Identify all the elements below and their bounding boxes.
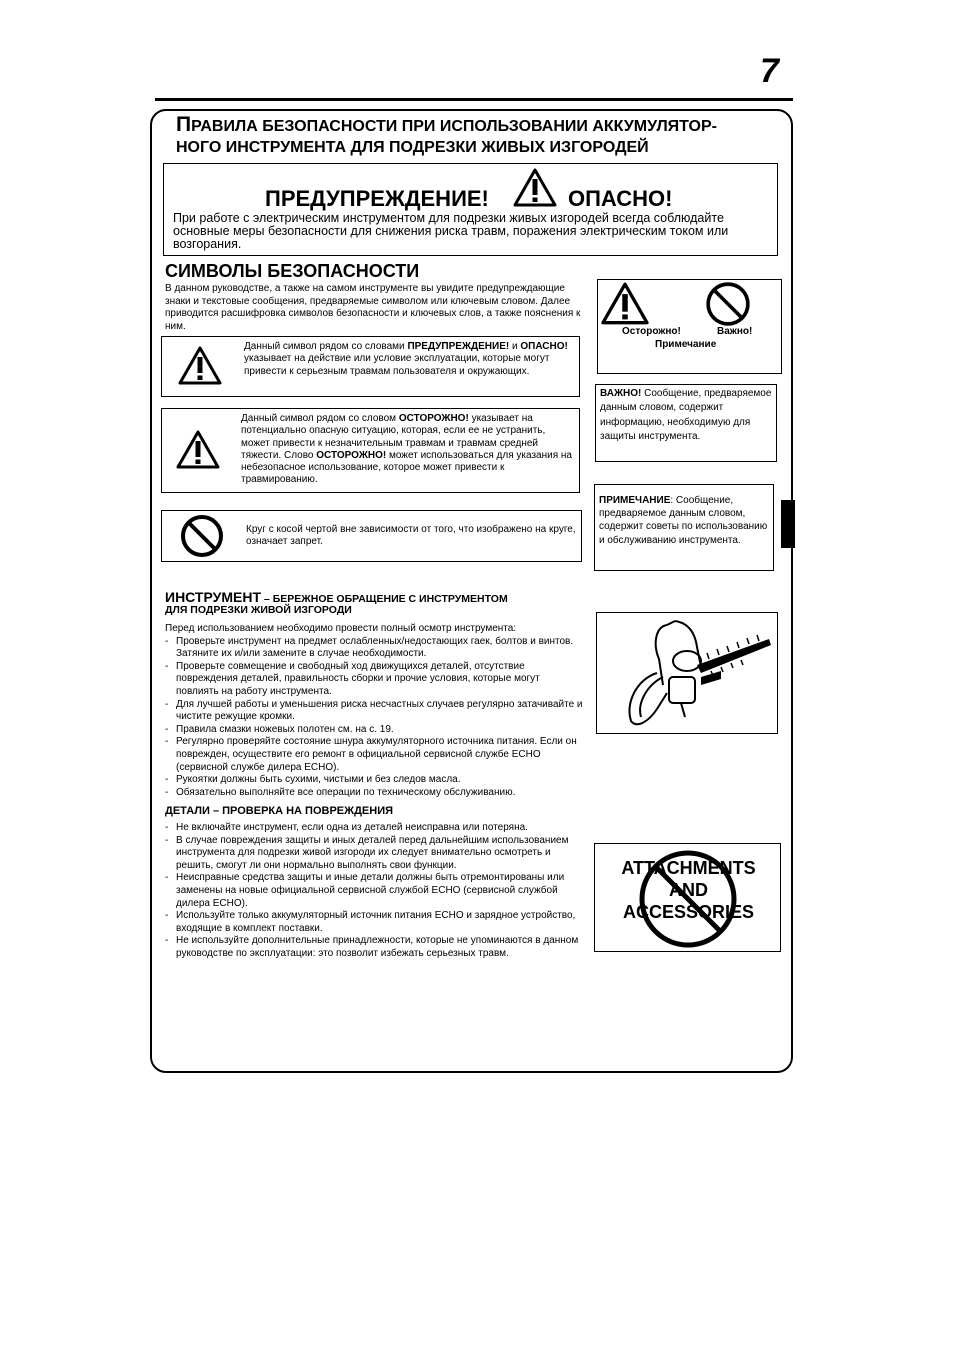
warning-triangle-icon	[600, 282, 650, 331]
list-item: - Не включайте инструмент, если одна из деталей неисправна или потеряна.	[165, 822, 528, 833]
warning-triangle-icon	[178, 346, 222, 391]
instrument-intro: Перед использованием необходимо провести полный осмотр инструмента:	[165, 623, 517, 634]
title-line1: РАВИЛА БЕЗОПАСНОСТИ ПРИ ИСПОЛЬЗОВАНИИ АККУМУЛЯТОР-	[191, 118, 717, 135]
warning-text: При работе с электрическим инструментом для подрезки живых изгородей всегда соблюдайте основные меры безопасности для снижения риска травм, поражения электрическим током или возгорания.	[173, 211, 729, 251]
list-item: - Для лучшей работы и уменьшения риска несчастных случаев регулярно затачивайте и чистите режущие кромки.	[165, 698, 583, 723]
symbol-box-caution-text: Данный символ рядом со словом ОСТОРОЖНО! указывает на потенциально опасную ситуацию, которая, если ее не устранить, может привести к незначительным травмам и травмам средней тяжести. Слово ОСТОРОЖНО! может использоваться для указания на небезопасное использование, которое может привести к травмированию.	[241, 413, 572, 486]
list-item: - Не используйте дополнительные принадлежности, которые не упоминаются в данном руководстве по эксплуатации: это позволит избежать серьезных травм.	[165, 935, 579, 959]
important-box-text: ВАЖНО! Сообщение, предваряемое данным словом, содержит информацию, необходимую для защиты инструмента.	[600, 388, 772, 442]
note-box-text: ПРИМЕЧАНИЕ: Сообщение, предваряемое данным словом, содержит советы по использованию и обслуживанию инструмента.	[599, 495, 768, 546]
hedge-trimmer-icon	[597, 613, 777, 733]
details-heading: ДЕТАЛИ – ПРОВЕРКА НА ПОВРЕЖДЕНИЯ	[165, 805, 394, 817]
list-item: - Обязательно выполняйте все операции по техническому обслуживанию.	[165, 786, 516, 798]
hedge-trimmer-illustration	[596, 612, 778, 734]
warning-heading: ПРЕДУПРЕЖДЕНИЕ!	[265, 186, 489, 211]
symbols-heading: СИМВОЛЫ БЕЗОПАСНОСТИ	[165, 261, 420, 281]
instrument-checklist	[165, 623, 585, 799]
title-first-letter: П	[176, 113, 192, 136]
list-item: - Регулярно проверяйте состояние шнура аккумуляторного источника питания. Если он поврежден, осуществите его ремонт в официальной сервисной службе ECHO (сервисной службе дилера ECHO).	[165, 736, 577, 773]
list-item: - Используйте только аккумуляторный источник питания ECHO и зарядное устройство, входящие в комплект поставки.	[165, 910, 576, 934]
important-label: Важно!	[717, 326, 753, 337]
list-item: - Неисправные средства защиты и иные детали должны быть отремонтированы или заменены на новые официальной сервисной службой ECHO (сервисной службой дилера ECHO).	[165, 872, 565, 909]
list-item: - В случае повреждения защиты и иных деталей перед дальнейшим использованием инструмента для подрезки живой изгороди их следует внимательно осмотреть и решить, смогут ли они нормально выполнять свои функции.	[165, 834, 569, 871]
details-checklist	[165, 822, 585, 961]
section-tab	[781, 500, 795, 548]
prohibition-icon	[180, 514, 224, 563]
page-title	[176, 114, 786, 158]
symbol-box-warning-text: Данный символ рядом со словами ПРЕДУПРЕЖДЕНИЕ! и ОПАСНО! указывает на действие или условие эксплуатации, которые могут привести к серьезным травмам пользователя и окружающих.	[244, 341, 568, 377]
list-item: - Рукоятки должны быть сухими, чистыми и без следов масла.	[165, 774, 461, 786]
list-item: - Правила смазки ножевых полотен см. на с. 19.	[165, 723, 394, 735]
list-item: - Проверьте совмещение и свободный ход движущихся деталей, отсутствие повреждения деталей, правильность сборки и прочие условия, которые могут повлиять на работу инструмента.	[165, 660, 540, 697]
title-line2: НОГО ИНСТРУМЕНТА ДЛЯ ПОДРЕЗКИ ЖИВЫХ ИЗГОРОДЕЙ	[176, 139, 649, 156]
note-label: Примечание	[655, 339, 717, 350]
top-rule	[155, 98, 793, 101]
attachments-text: ATTACHMENTS AND ACCESSORIES	[621, 858, 756, 922]
warning-triangle-icon	[176, 430, 220, 475]
danger-heading: ОПАСНО!	[568, 186, 673, 211]
prohibition-icon	[636, 847, 740, 956]
list-item: - Проверьте инструмент на предмет ослабленных/недостающих гаек, болтов и винтов. Затяните их и/или замените в случае необходимости.	[165, 635, 574, 660]
symbol-box-prohibition-text: Круг с косой чертой вне зависимости от того, что изображено на круге, означает запрет.	[246, 524, 576, 548]
prohibition-icon	[705, 281, 751, 332]
warning-triangle-icon	[513, 168, 557, 213]
page-number: 7	[760, 52, 779, 90]
instrument-heading: ИНСТРУМЕНТ – БЕРЕЖНОЕ ОБРАЩЕНИЕ С ИНСТРУМЕНТОМ ДЛЯ ПОДРЕЗКИ ЖИВОЙ ИЗГОРОДИ	[165, 589, 508, 616]
caution-label: Осторожно!	[622, 326, 681, 337]
symbols-intro: В данном руководстве, а также на самом инструменте вы увидите предупреждающие знаки и текстовые сообщения, предваряемые символом или ключевым словом. Далее приводится расшифровка символов безопасности и ключевых слов, а также пояснения к ним.	[165, 283, 581, 332]
